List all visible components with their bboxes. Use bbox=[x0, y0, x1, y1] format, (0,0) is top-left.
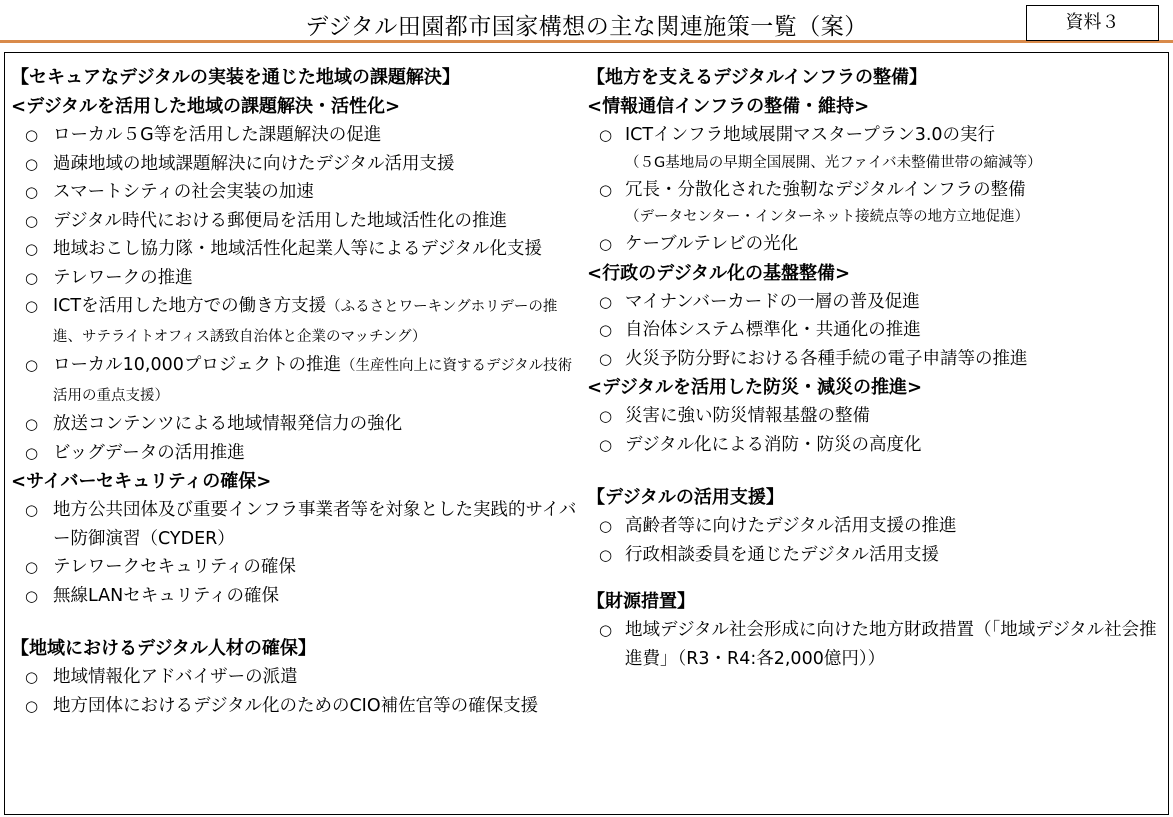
circle-bullet-icon: ○ bbox=[25, 240, 39, 258]
list-item: ○ デジタル時代における郵便局を活用した地域活性化の推進 bbox=[11, 207, 579, 236]
circle-bullet-icon: ○ bbox=[25, 126, 39, 144]
circle-bullet-icon: ○ bbox=[25, 268, 39, 287]
list-item: ○ 自治体システム標準化・共通化の推進 bbox=[587, 316, 1162, 345]
circle-bullet-icon: ○ bbox=[599, 126, 613, 144]
circle-bullet-icon: ○ bbox=[599, 349, 613, 368]
list-item: ○ スマートシティの社会実装の加速 bbox=[11, 178, 579, 207]
subsection-title: <行政のデジタル化の基盤整備> bbox=[587, 262, 851, 284]
circle-bullet-icon: ○ bbox=[599, 621, 613, 639]
list-item: ○ 行政相談委員を通じたデジタル活用支援 bbox=[587, 541, 1162, 570]
circle-bullet-icon: ○ bbox=[25, 297, 39, 315]
circle-bullet-icon: ○ bbox=[599, 407, 613, 425]
subsection-title: <情報通信インフラの整備・維持> bbox=[587, 96, 870, 117]
item-note: （データセンター・インターネット接続点等の地方立地促進） bbox=[625, 209, 1030, 225]
section-title: 【セキュアなデジタルの実装を通じた地域の課題解決】 bbox=[11, 67, 460, 88]
list-item: ○ 過疎地域の地域課題解決に向けたデジタル活用支援 bbox=[11, 150, 579, 179]
circle-bullet-icon: ○ bbox=[25, 356, 39, 374]
list-item: ○ 冗長・分散化された強靭なデジタルインフラの整備 bbox=[587, 176, 1162, 205]
circle-bullet-icon: ○ bbox=[25, 668, 39, 686]
list-item: ○ デジタル化による消防・防災の高度化 bbox=[587, 431, 1162, 460]
list-item: ○ 地方公共団体及び重要インフラ事業者等を対象とした実践的サイバー防御演習（CYDER） bbox=[11, 496, 579, 553]
list-item: ○ マイナンバーカードの一層の普及促進 bbox=[587, 288, 1162, 317]
list-item: ○ テレワークセキュリティの確保 bbox=[11, 553, 579, 582]
title-underline bbox=[0, 40, 1173, 43]
list-item: ○ 無線LANセキュリティの確保 bbox=[11, 582, 579, 611]
circle-bullet-icon: ○ bbox=[25, 415, 39, 433]
circle-bullet-icon: ○ bbox=[599, 517, 613, 535]
circle-bullet-icon: ○ bbox=[25, 501, 39, 519]
circle-bullet-icon: ○ bbox=[25, 558, 39, 576]
list-item: ○ 高齢者等に向けたデジタル活用支援の推進 bbox=[587, 512, 1162, 541]
circle-bullet-icon: ○ bbox=[25, 586, 39, 605]
circle-bullet-icon: ○ bbox=[599, 180, 613, 199]
list-item: ○ ICTを活用した地方での働き方支援（ふるさとワーキングホリデーの推進、サテライトオフィス誘致自治体と企業のマッチング） bbox=[11, 292, 579, 351]
list-item: ○ 災害に強い防災情報基盤の整備 bbox=[587, 402, 1162, 431]
list-item: ○ 地方団体におけるデジタル化のためのCIO補佐官等の確保支援 bbox=[11, 692, 579, 721]
circle-bullet-icon: ○ bbox=[599, 235, 613, 253]
list-item: ○ 放送コンテンツによる地域情報発信力の強化 bbox=[11, 410, 579, 439]
subsection-title: <サイバーセキュリティの確保> bbox=[11, 471, 272, 492]
circle-bullet-icon: ○ bbox=[25, 183, 39, 201]
section-title: 【デジタルの活用支援】 bbox=[587, 487, 784, 508]
subsection-title: <デジタルを活用した防災・減災の推進> bbox=[587, 377, 923, 398]
item-note: （生産性向上に資するデジタル技術活用の重点支援） bbox=[53, 358, 573, 404]
section-title: 【地域におけるデジタル人材の確保】 bbox=[11, 638, 316, 659]
list-item: ○ ローカル10,000プロジェクトの推進（生産性向上に資するデジタル技術活用の重点支援） bbox=[11, 351, 579, 410]
circle-bullet-icon: ○ bbox=[25, 154, 39, 173]
circle-bullet-icon: ○ bbox=[599, 545, 613, 564]
circle-bullet-icon: ○ bbox=[599, 321, 613, 339]
right-column bbox=[587, 63, 1162, 673]
circle-bullet-icon: ○ bbox=[25, 211, 39, 230]
left-column bbox=[11, 63, 579, 720]
list-item: ○ ローカル５G等を活用した課題解決の促進 bbox=[11, 121, 579, 150]
item-note: （ふるさとワーキングホリデーの推進、サテライトオフィス誘致自治体と企業のマッチング） bbox=[53, 299, 558, 345]
header bbox=[0, 0, 1173, 44]
circle-bullet-icon: ○ bbox=[599, 435, 613, 454]
list-item: ○ ケーブルテレビの光化 bbox=[587, 230, 1162, 259]
circle-bullet-icon: ○ bbox=[25, 696, 39, 715]
list-item: ○ 地域おこし協力隊・地域活性化起業人等によるデジタル化支援 bbox=[11, 235, 579, 264]
list-item: ○ ビッグデータの活用推進 bbox=[11, 439, 579, 468]
subsection-title: <デジタルを活用した地域の課題解決・活性化> bbox=[11, 96, 401, 117]
section-title: 【財源措置】 bbox=[587, 591, 695, 612]
list-item: ○ 火災予防分野における各種手続の電子申請等の推進 bbox=[587, 345, 1162, 374]
list-item: ○ 地域デジタル社会形成に向けた地方財政措置（「地域デジタル社会推進費」（R3・R4:各2,000億円）） bbox=[587, 616, 1162, 673]
circle-bullet-icon: ○ bbox=[599, 292, 613, 311]
list-item: ○ テレワークの推進 bbox=[11, 264, 579, 293]
page-title: デジタル田園都市国家構想の主な関連施策一覧（案） bbox=[305, 14, 868, 40]
circle-bullet-icon: ○ bbox=[25, 443, 39, 462]
list-item: ○ ICTインフラ地域展開マスタープラン3.0の実行 bbox=[587, 121, 1162, 150]
content-frame bbox=[4, 52, 1169, 815]
list-item: ○ 地域情報化アドバイザーの派遣 bbox=[11, 663, 579, 692]
document-label: 資料３ bbox=[1026, 5, 1159, 41]
section-title: 【地方を支えるデジタルインフラの整備】 bbox=[587, 67, 928, 88]
item-note: （５G基地局の早期全国展開、光ファイバ未整備世帯の縮減等） bbox=[625, 154, 1042, 171]
